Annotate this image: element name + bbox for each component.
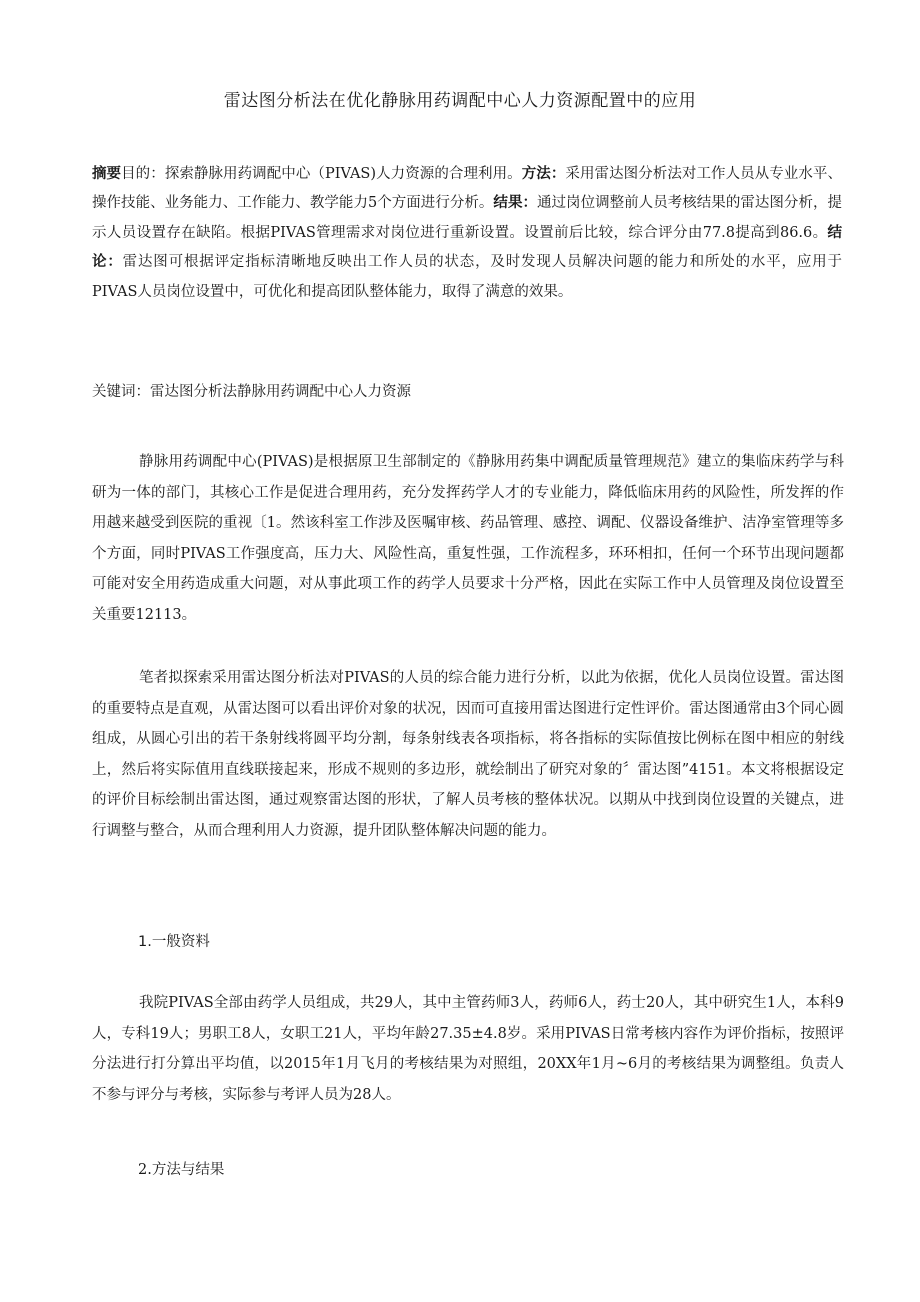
section-heading-general-data: 1.一般资料 bbox=[138, 934, 210, 950]
abstract-label: 摘要 bbox=[92, 166, 122, 182]
abstract bbox=[92, 160, 842, 307]
abstract-conclusion-label: 结论： bbox=[92, 224, 842, 271]
keywords bbox=[92, 378, 842, 406]
body-paragraph-1: 静脉用药调配中心(PIVAS)是根据原卫生部制定的《静脉用药集中调配质量管理规范》建立的集临床药学与科研为一体的部门，其核心工作是促进合理用药，充分发挥药学人才的专业能力，降低临床用药的风险性，所发挥的作用越来越受到医院的重视〔1。然该科室工作涉及医嘱审核、药品管理、感控、调配、仪器设备维护、洁净室管理等多个方面，同时PIVAS工作强度高，压力大、风险性高，重复性强，工作流程多，环环相扣，任何一个环节出现问题都可能对安全用药造成重大问题，对从事此项工作的药学人员要求十分严格，因此在实际工作中人员管理及岗位设置至关重要12113。 bbox=[92, 454, 844, 623]
abstract-method-label: 方法： bbox=[521, 166, 566, 182]
abstract-conclusion-text: 雷达图可根据评定指标清晰地反映出工作人员的状态，及时发现人员解决问题的能力和所处的水平，应用于PIVAS人员岗位设置中，可优化和提高团队整体能力，取得了满意的效果。 bbox=[92, 254, 843, 300]
page-title: 雷达图分析法在优化静脉用药调配中心人力资源配置中的应用 bbox=[223, 91, 697, 111]
body-paragraph-2: 笔者拟探索采用雷达图分析法对PIVAS的人员的综合能力进行分析，以此为依据，优化人员岗位设置。雷达图的重要特点是直观，从雷达图可以看出评价对象的状况，因而可直接用雷达图进行定性评价。雷达图通常由3个同心圆组成，从圆心引出的若干条射线将圆平均分割，每条射线表各项指标，将各指标的实际值按比例标在图中相应的射线上，然后将实际值用直线联接起来，形成不规则的多边形，就绘制出了研究对象的〞雷达图”4151。本文将根据设定的评价目标绘制出雷达图，通过观察雷达图的形状，了解人员考核的整体状况。以期从中找到岗位设置的关键点，进行调整与整合，从而合理利用人力资源，提升团队整体解决问题的能力。 bbox=[92, 670, 844, 839]
keywords-label: 关键词： bbox=[92, 384, 150, 400]
keywords-text: 雷达图分析法静脉用药调配中心人力资源 bbox=[150, 384, 411, 400]
abstract-purpose-text: 探索静脉用药调配中心（PIVAS)人力资源的合理利用。 bbox=[164, 166, 522, 182]
abstract-purpose-label: 目的： bbox=[121, 166, 165, 182]
abstract-result-text: 通过岗位调整前人员考核结果的雷达图分析，提示人员设置存在缺陷。根据PIVAS管理需求对岗位进行重新设置。设置前后比较，综合评分由77.8提高到86.6。 bbox=[92, 195, 842, 241]
abstract-result-label: 结果： bbox=[493, 195, 537, 212]
body-paragraph-3: 我院PIVAS全部由药学人员组成，共29人，其中主管药师3人，药师6人，药士20人，其中研究生1人，本科9人，专科19人；男职工8人，女职工21人，平均年龄27.35±4.8岁。采用PIVAS日常考核内容作为评价指标，按照评分法进行打分算出平均值，以2015年1月飞月的考核结果为对照组，20XX年1月~6月的考核结果为调整组。负责人不参与评分与考核，实际参与考评人员为28人。 bbox=[92, 995, 844, 1103]
section-heading-methods-results: 2.方法与结果 bbox=[138, 1162, 225, 1178]
abstract-method-text: 采用雷达图分析法对工作人员从专业水平、操作技能、业务能力、工作能力、教学能力5个方面进行分析。 bbox=[92, 166, 842, 212]
